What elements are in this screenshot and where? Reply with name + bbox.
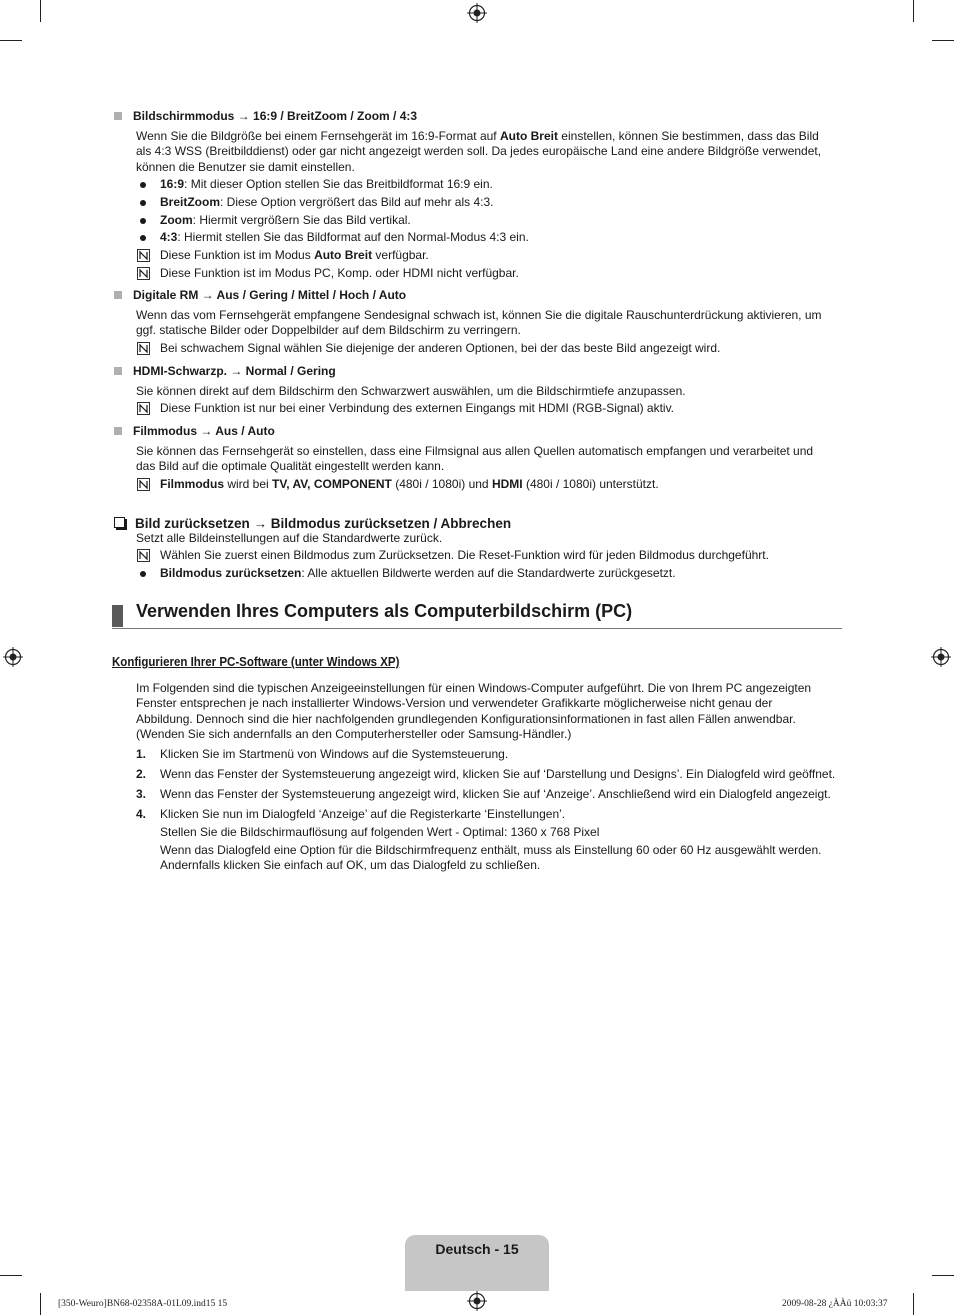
note-icon: [137, 402, 150, 415]
setting-header: Bildschirmmodus → 16:9 / BreitZoom / Zoom / 4:3: [114, 109, 417, 124]
paragraph: Im Folgenden sind die typischen Anzeigeeinstellungen für einen Windows-Computer aufgeführt. Die von Ihrem PC angezeigten Fenster entsprechen je nach installierter Windows-Version und verwendeter Grafikkarte möglicherweise nicht genau der Abbildung. Dennoch sind die hier nachfolgenden grundlegenden Konfigurationsinformationen in fast allen Fällen anwendbar. (Wenden Sie sich andernfalls an den Computerhersteller oder Samsung-Händler.): [136, 681, 812, 741]
checkbox-square-icon: [114, 517, 125, 528]
registration-mark-icon: [467, 1291, 487, 1311]
crop-mark: [0, 1275, 22, 1276]
bullet-dot-icon: [140, 182, 146, 188]
note-icon: [137, 478, 150, 491]
header-square-icon: [114, 427, 122, 435]
paragraph: Setzt alle Bildeinstellungen auf die Standardwerte zurück.: [136, 531, 443, 545]
registration-mark-icon: [467, 3, 487, 23]
crop-mark: [913, 1293, 914, 1315]
pc-section-subtitle: Konfigurieren Ihrer PC-Software (unter Windows XP): [112, 655, 400, 669]
setting-header: Filmmodus → Aus / Auto: [114, 424, 275, 439]
registration-mark-icon: [931, 647, 951, 667]
page-number: Deutsch - 15: [435, 1241, 519, 1257]
crop-mark: [0, 40, 22, 41]
bullet-dot-icon: [140, 218, 146, 224]
paragraph: Sie können das Fernsehgerät so einstellen, dass eine Filmsignal aus allen Quellen automatisch empfangen und verarbeitet und das Bild auf die optimale Qualität eingestellt werden kann.: [136, 444, 814, 474]
crop-mark: [40, 1293, 41, 1315]
registration-mark-icon: [3, 647, 23, 667]
note-icon: [137, 249, 150, 262]
crop-mark: [932, 40, 954, 41]
header-square-icon: [114, 291, 122, 299]
reset-section-header: Bild zurücksetzen → Bildmodus zurücksetzen / Abbrechen: [114, 516, 511, 531]
bullet-dot-icon: [140, 200, 146, 206]
print-info-left: [350-Weuro]BN68-02358A-01L09.ind15 15: [58, 1299, 228, 1309]
crop-mark: [932, 1275, 954, 1276]
setting-header: Digitale RM → Aus / Gering / Mittel / Hoch / Auto: [114, 288, 406, 303]
page-number-tab: [405, 1235, 549, 1291]
note-icon: [137, 342, 150, 355]
paragraph: Wenn das vom Fernsehgerät empfangene Sendesignal schwach ist, können Sie die digitale Rauschunterdrückung aktivieren, um ggf. statische Bilder oder Doppelbilder auf dem Bildschirm zu verringern.: [136, 308, 822, 338]
header-square-icon: [114, 112, 122, 120]
bullet-dot-icon: [140, 571, 146, 577]
header-square-icon: [114, 367, 122, 375]
note-icon: [137, 267, 150, 280]
print-info-right: 2009-08-28 ¿ÀÀü 10:03:37: [782, 1299, 888, 1309]
paragraph: Wenn Sie die Bildgröße bei einem Fernsehgerät im 16:9-Format auf Auto Breit einstellen, können Sie bestimmen, dass das Bild als 4:3 WSS (Breitbilddienst) oder gar nicht angezeigt werden soll. Da jedes europäische Land eine andere Bildgröße verwendet, können die Benutzer sie damit einstellen.: [136, 129, 822, 174]
pc-section-title: Verwenden Ihres Computers als Computerbildschirm (PC): [112, 603, 842, 629]
crop-mark: [40, 0, 41, 22]
paragraph: Sie können direkt auf dem Bildschirm den Schwarzwert auswählen, um die Bildschirmtiefe anzupassen.: [136, 384, 686, 398]
note-icon: [137, 549, 150, 562]
bullet-dot-icon: [140, 235, 146, 241]
section-bar: [112, 605, 123, 627]
setting-header: HDMI-Schwarzp. → Normal / Gering: [114, 364, 336, 379]
crop-mark: [913, 0, 914, 22]
